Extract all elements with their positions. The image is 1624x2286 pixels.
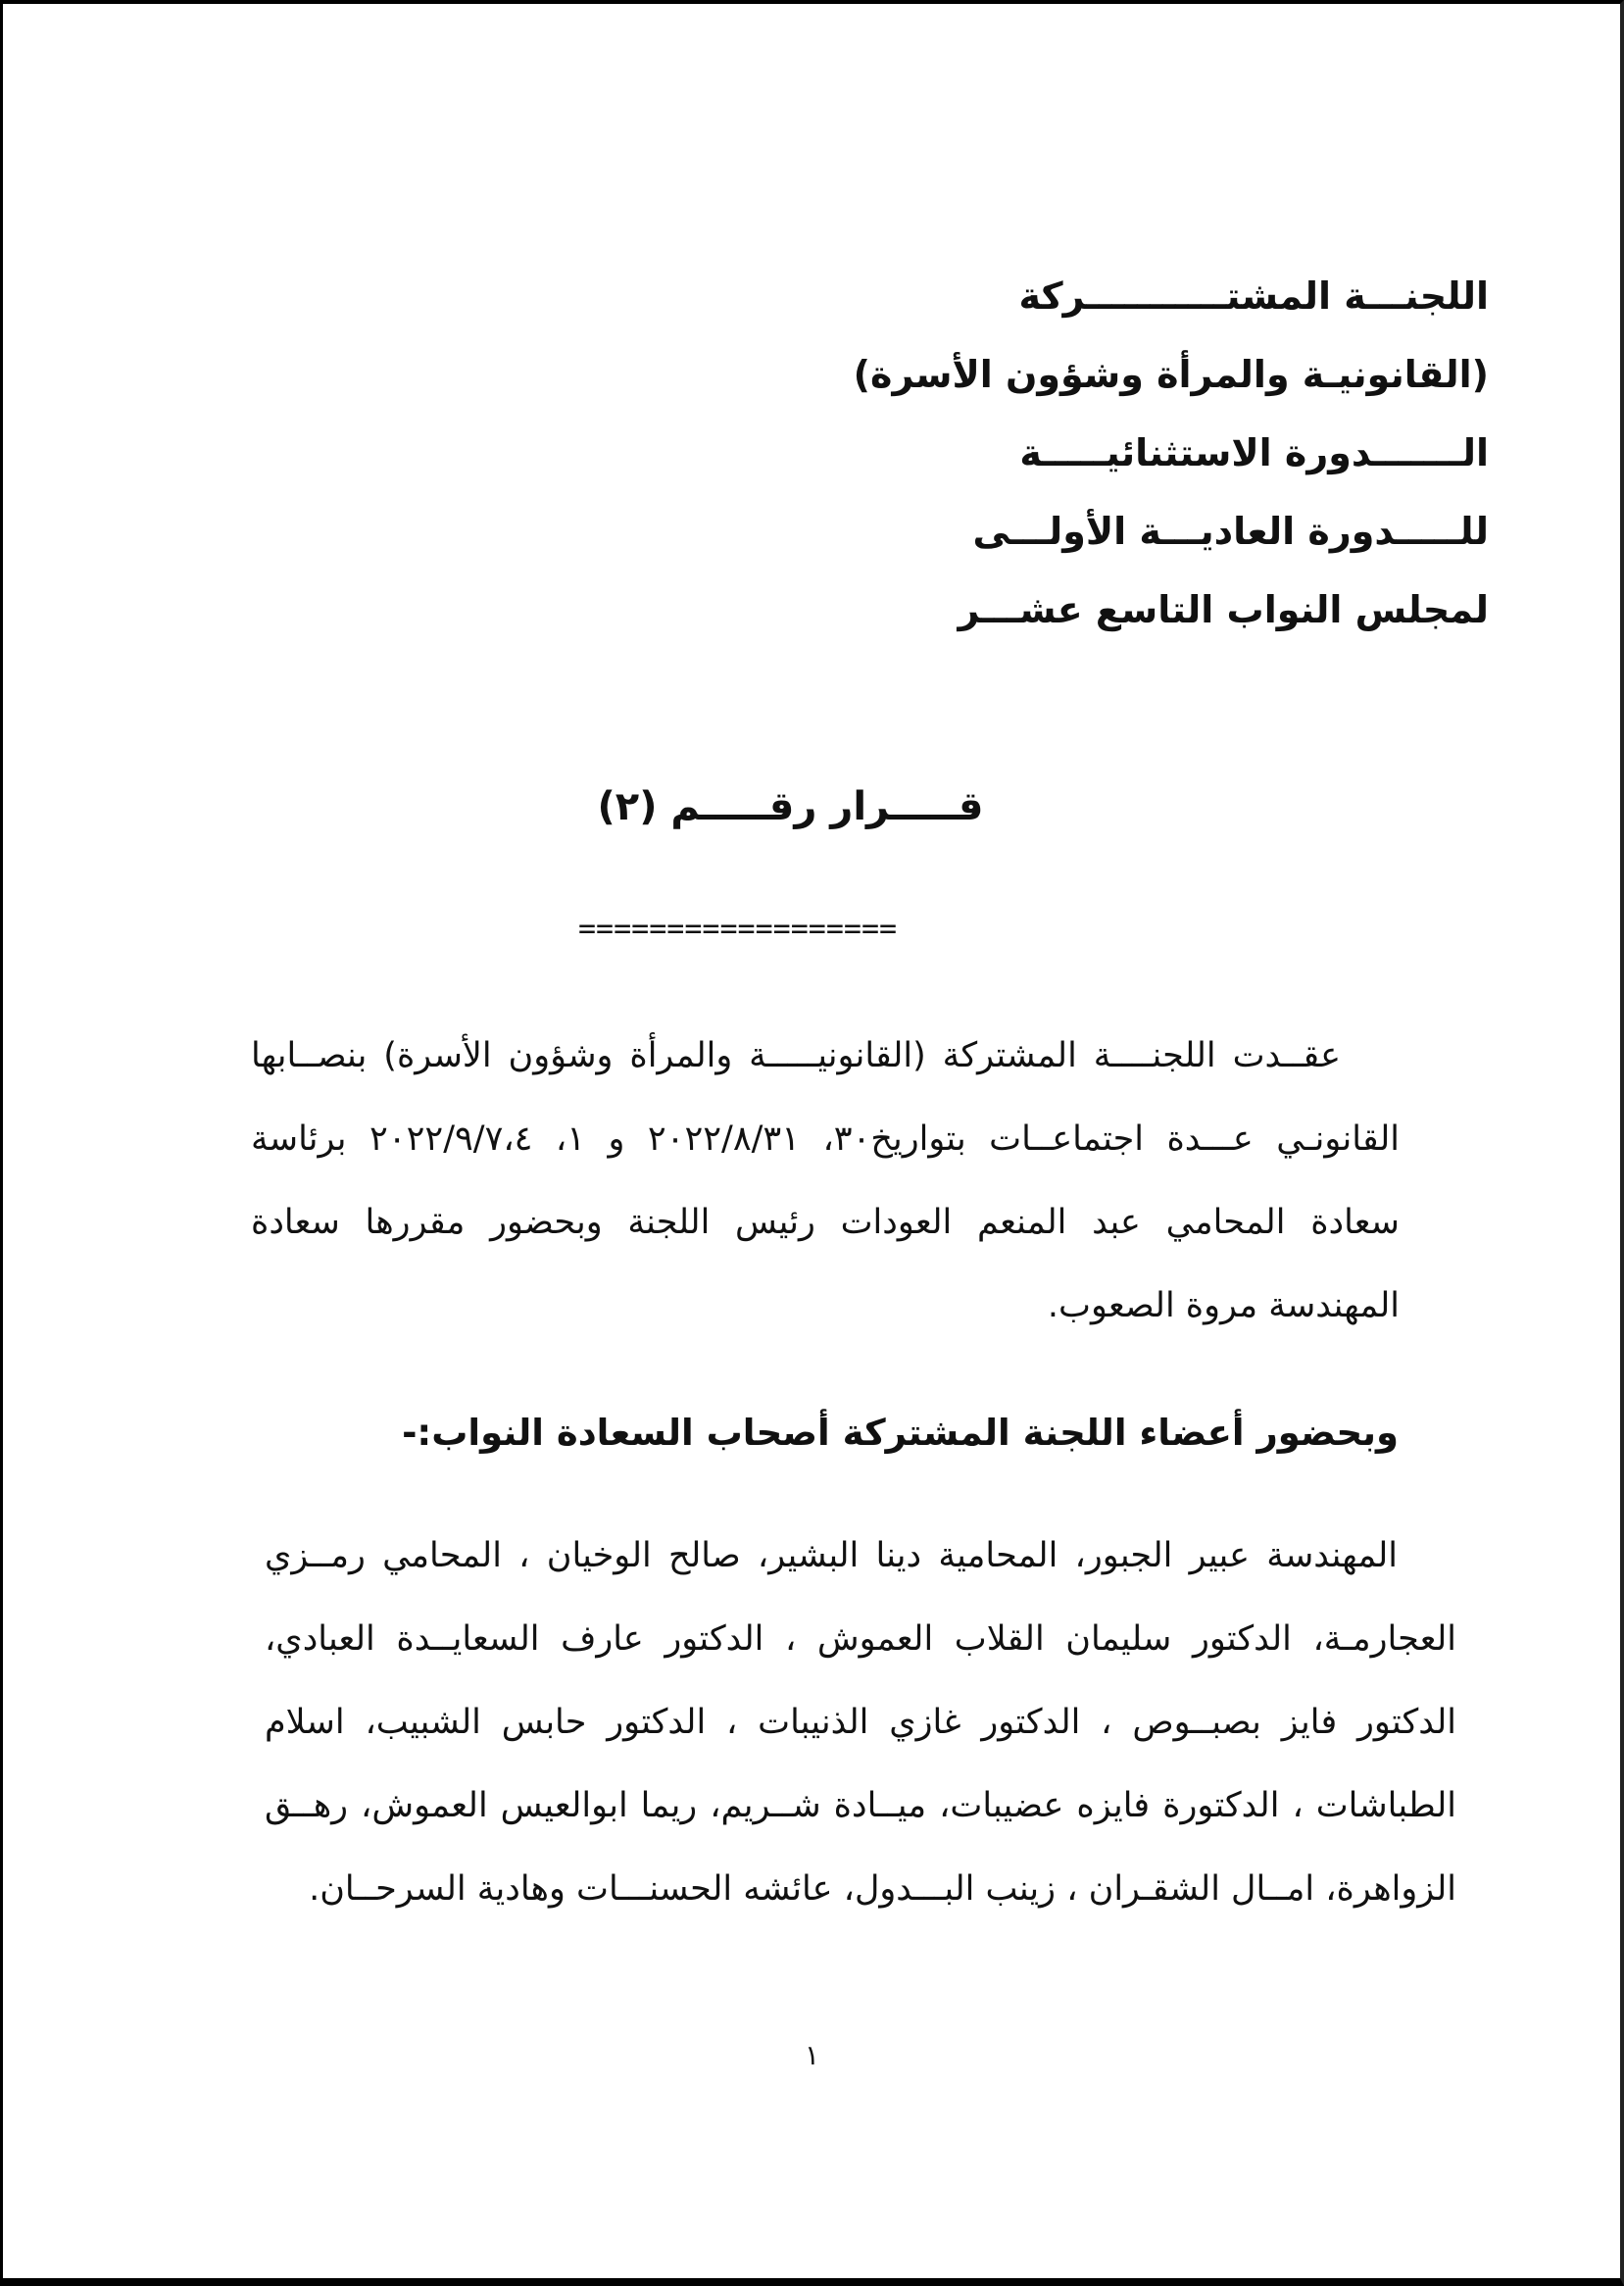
- members-heading: وبحضور أعضاء اللجنة المشتركة أصحاب السعادة النواب:-: [402, 1412, 1399, 1454]
- meeting-paragraph: [251, 1015, 1400, 1348]
- page-number: ١: [804, 2039, 820, 2071]
- header-line-parliament: لمجلس النواب التاسع عشـــر: [958, 588, 1489, 631]
- divider-line: ==================: [578, 912, 898, 946]
- header-line-session-type: الـــــــدورة الاستثنائيـــــة: [1019, 431, 1489, 474]
- meeting-paragraph-text: عقــدت اللجنــــة المشتركة (القانونيـــــة والمرأة وشؤون الأسرة) بنصــابها القانونـي عـــدة اجتماعــات بتواريخ٣٠، ٢٠٢٢/٨/٣١ و ١، ٢٠٢٢/٩/٧،٤ برئاسة سعادة المحامي عبد المنعم العودات رئيس اللجنة وبحضور مقررها سعادة المهندسة مروة الصعوب.: [251, 1036, 1400, 1325]
- header-line-committee: اللجنـــة المشتـــــــــــركة: [1018, 274, 1489, 318]
- members-paragraph-text: المهندسة عبير الجبور، المحامية دينا البشير، صالح الوخيان ، المحامي رمــزي العجارمـة، الدكتور سليمان القلاب العموش ، الدكتور عارف السعايــدة العبادي، الدكتور فايز بصبــوص ، الدكتور غازي الذنيبات ، الدكتور حابس الشبيب، اسلام الطباشات ، الدكتورة فايزه عضيبات، ميــادة شــريم، ريما ابوالعيس العموش، رهــق الزواهرة، امــال الشقـران ، زينب البـــدول، عائشه الحسنـــات وهادية السرحــان.: [265, 1536, 1456, 1909]
- header-line-ordinary-session: للـــــدورة العاديـــة الأولـــى: [972, 510, 1489, 553]
- header-line-committees-names: (القانونيـة والمرأة وشؤون الأسرة): [853, 353, 1489, 396]
- committee-header: [853, 257, 1489, 649]
- decision-title: قـــــرار رقـــــم (٢): [597, 784, 984, 829]
- members-paragraph: [265, 1515, 1456, 1931]
